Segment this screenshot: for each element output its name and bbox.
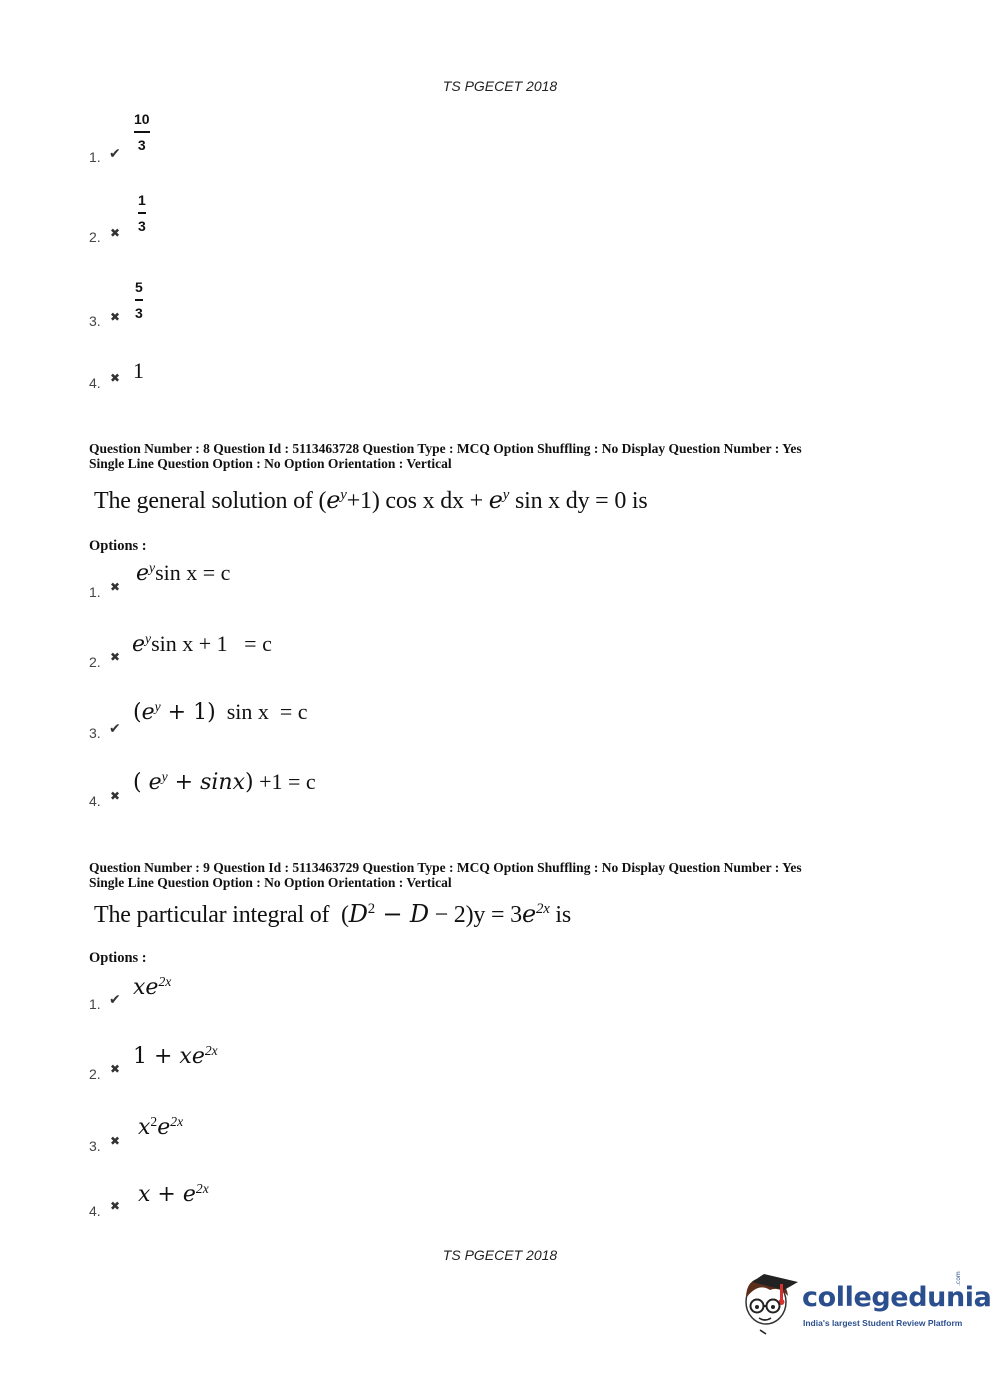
option-number: 4.: [89, 375, 101, 391]
option-expression: $e^y\sin$ x = c: [136, 559, 231, 586]
option-number: 3.: [89, 725, 101, 741]
question-meta-line2: Single Line Question Option : No Option Orientation : Vertical: [89, 875, 452, 890]
option-expression: $x + e^{2x}$: [138, 1180, 209, 1207]
wrong-cross-icon: ✖: [110, 1134, 121, 1148]
option-value: 1: [133, 358, 144, 383]
wrong-cross-icon: ✖: [110, 371, 121, 385]
question-text: The particular integral of $(D^2 - D - 2)y = 3e^{2x}$ is: [94, 900, 572, 928]
fraction-bar: [135, 299, 143, 301]
option-number: 4.: [89, 1203, 101, 1219]
logo-wordmark: collegedunia: [802, 1282, 992, 1313]
option-expression: $1 + xe^{2x}$: [133, 1042, 218, 1069]
wrong-cross-icon: ✖: [110, 226, 121, 240]
options-label: Options :: [89, 950, 147, 966]
wrong-cross-icon: ✖: [110, 789, 121, 803]
option-number: 1.: [89, 584, 101, 600]
correct-check-icon: ✔: [109, 721, 121, 737]
option-number: 3.: [89, 1138, 101, 1154]
question-meta-line2: Single Line Question Option : No Option Orientation : Vertical: [89, 456, 452, 471]
logo-tagline: India's largest Student Review Platform: [803, 1318, 963, 1328]
option-fraction: [134, 111, 150, 153]
logo-com: .com: [955, 1271, 962, 1286]
fraction-numerator: 1: [138, 192, 146, 208]
question-meta-line1: Question Number : 9 Question Id : 5113463729 Question Type : MCQ Option Shuffling : No Display Question Number : Yes: [89, 860, 802, 875]
option-number: 1.: [89, 996, 101, 1012]
correct-check-icon: ✔: [109, 992, 121, 1008]
option-expression: $x^2e^{2x}$: [138, 1113, 184, 1140]
option-expression: $(e^y + 1)$ sin x = c: [133, 698, 308, 725]
options-label: Options :: [89, 538, 147, 554]
fraction-bar: [134, 131, 150, 133]
option-number: 2.: [89, 229, 101, 245]
option-number: 2.: [89, 654, 101, 670]
option-expression: ( $e^y + \sin x) +1 = c$: [133, 768, 316, 795]
option-expression: $e^y\sin$ x + 1 = c: [132, 630, 272, 657]
page-footer: TS PGECET 2018: [442, 1247, 558, 1263]
wrong-cross-icon: ✖: [110, 310, 121, 324]
page-header: TS PGECET 2018: [442, 78, 558, 94]
fraction-numerator: 5: [135, 279, 143, 295]
question-text: The general solution of $(e^y+1)$ cos x dx + $e^y$ sin x dy = 0 is: [94, 486, 648, 514]
option-expression: $xe^{2x}$: [133, 973, 172, 1000]
fraction-bar: [138, 212, 146, 214]
fraction-denominator: 3: [138, 217, 146, 234]
fraction-denominator: 3: [137, 136, 146, 153]
option-number: 3.: [89, 313, 101, 329]
mascot-icon: [740, 1268, 802, 1340]
wrong-cross-icon: ✖: [110, 1199, 121, 1213]
collegedunia-logo: [740, 1268, 992, 1340]
option-number: 1.: [89, 149, 101, 165]
wrong-cross-icon: ✖: [110, 580, 121, 594]
option-number: 2.: [89, 1066, 101, 1082]
option-number: 4.: [89, 793, 101, 809]
fraction-numerator: 10: [134, 111, 150, 127]
correct-check-icon: ✔: [109, 146, 121, 162]
option-fraction: [135, 279, 143, 321]
wrong-cross-icon: ✖: [110, 650, 121, 664]
wrong-cross-icon: ✖: [110, 1062, 121, 1076]
question-meta-line1: Question Number : 8 Question Id : 5113463728 Question Type : MCQ Option Shuffling : No Display Question Number : Yes: [89, 441, 802, 456]
option-fraction: [138, 192, 146, 234]
fraction-denominator: 3: [135, 304, 143, 321]
